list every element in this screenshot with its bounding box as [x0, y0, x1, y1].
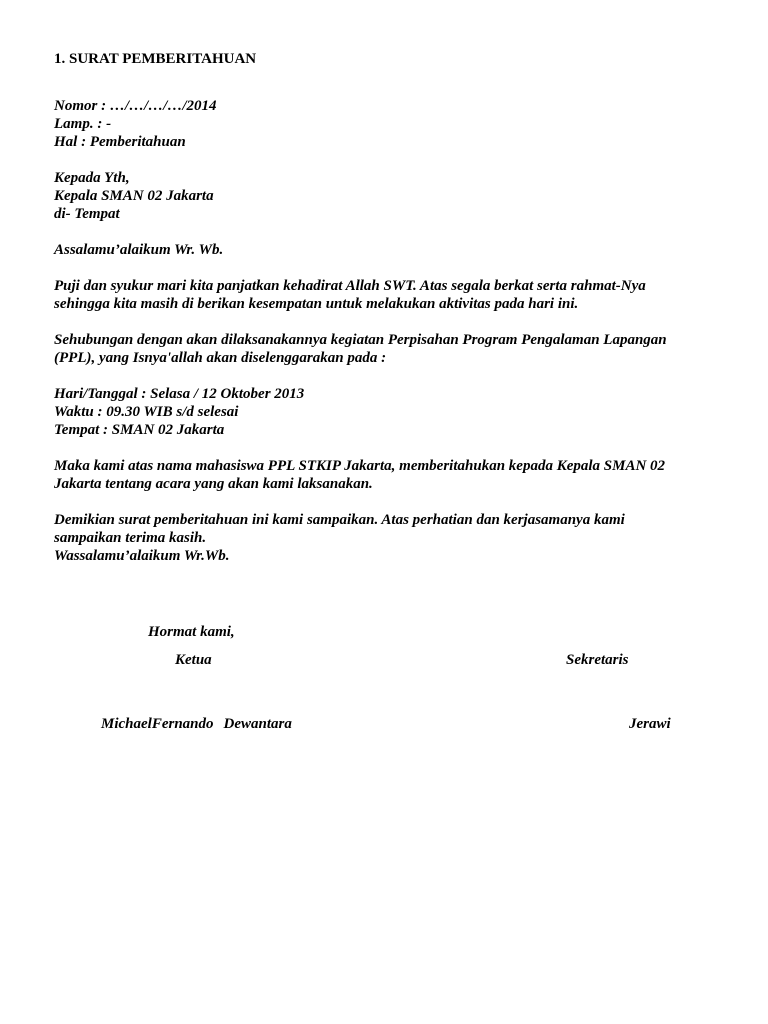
document-title: 1. SURAT PEMBERITAHUAN	[54, 51, 257, 67]
signature-name-secretary: Jerawi	[629, 716, 671, 732]
event-date: Hari/Tanggal : Selasa / 12 Oktober 2013	[54, 386, 305, 402]
recipient-block	[54, 169, 714, 223]
paragraph-notification	[54, 457, 714, 493]
signature-role-secretary: Sekretaris	[566, 652, 629, 668]
closing-greeting: Wassalamu’alaikum Wr.Wb.	[54, 548, 230, 564]
paragraph-line: Maka kami atas nama mahasiswa PPL STKIP Jakarta, memberitahukan kepada Kepala SMAN 02	[54, 458, 666, 474]
paragraph-line: sampaikan terima kasih.	[54, 530, 207, 546]
signature-name-chair	[101, 716, 292, 733]
recipient-salutation: Kepada Yth,	[54, 170, 130, 186]
event-time: Waktu : 09.30 WIB s/d selesai	[54, 404, 239, 420]
letter-subject: Hal : Pemberitahuan	[54, 134, 186, 150]
paragraph-line: (PPL), yang Isnya'allah akan diselenggarakan pada :	[54, 350, 387, 366]
signature-role-chair: Ketua	[175, 652, 212, 668]
paragraph-line: Puji dan syukur mari kita panjatkan kehadirat Allah SWT. Atas segala berkat serta rahmat-Nya	[54, 278, 646, 294]
event-place: Tempat : SMAN 02 Jakarta	[54, 422, 225, 438]
signature-name-chair-last: Dewantara	[223, 716, 292, 732]
recipient-name: Kepala SMAN 02 Jakarta	[54, 188, 214, 204]
paragraph-line: Jakarta tentang acara yang akan kami laksanakan.	[54, 476, 373, 492]
paragraph-gratitude	[54, 277, 714, 313]
recipient-location: di- Tempat	[54, 206, 120, 222]
signature-name-chair-first: MichaelFernando	[101, 716, 214, 732]
paragraph-line: Sehubungan dengan akan dilaksanakannya kegiatan Perpisahan Program Pengalaman Lapangan	[54, 332, 667, 348]
paragraph-closing	[54, 511, 714, 565]
letter-attachment: Lamp. : -	[54, 116, 112, 132]
paragraph-line: sehingga kita masih di berikan kesempatan untuk melakukan aktivitas pada hari ini.	[54, 296, 579, 312]
opening-greeting: Assalamu’alaikum Wr. Wb.	[54, 242, 224, 258]
signature-closing: Hormat kami,	[148, 624, 235, 640]
greeting-block	[54, 241, 714, 259]
letter-header-block	[54, 97, 714, 151]
letter-body	[54, 97, 714, 583]
paragraph-line: Demikian surat pemberitahuan ini kami sampaikan. Atas perhatian dan kerjasamanya kami	[54, 512, 625, 528]
event-details	[54, 385, 714, 439]
paragraph-event-intro	[54, 331, 714, 367]
letter-number: Nomor : …/…/…/…/2014	[54, 98, 217, 114]
